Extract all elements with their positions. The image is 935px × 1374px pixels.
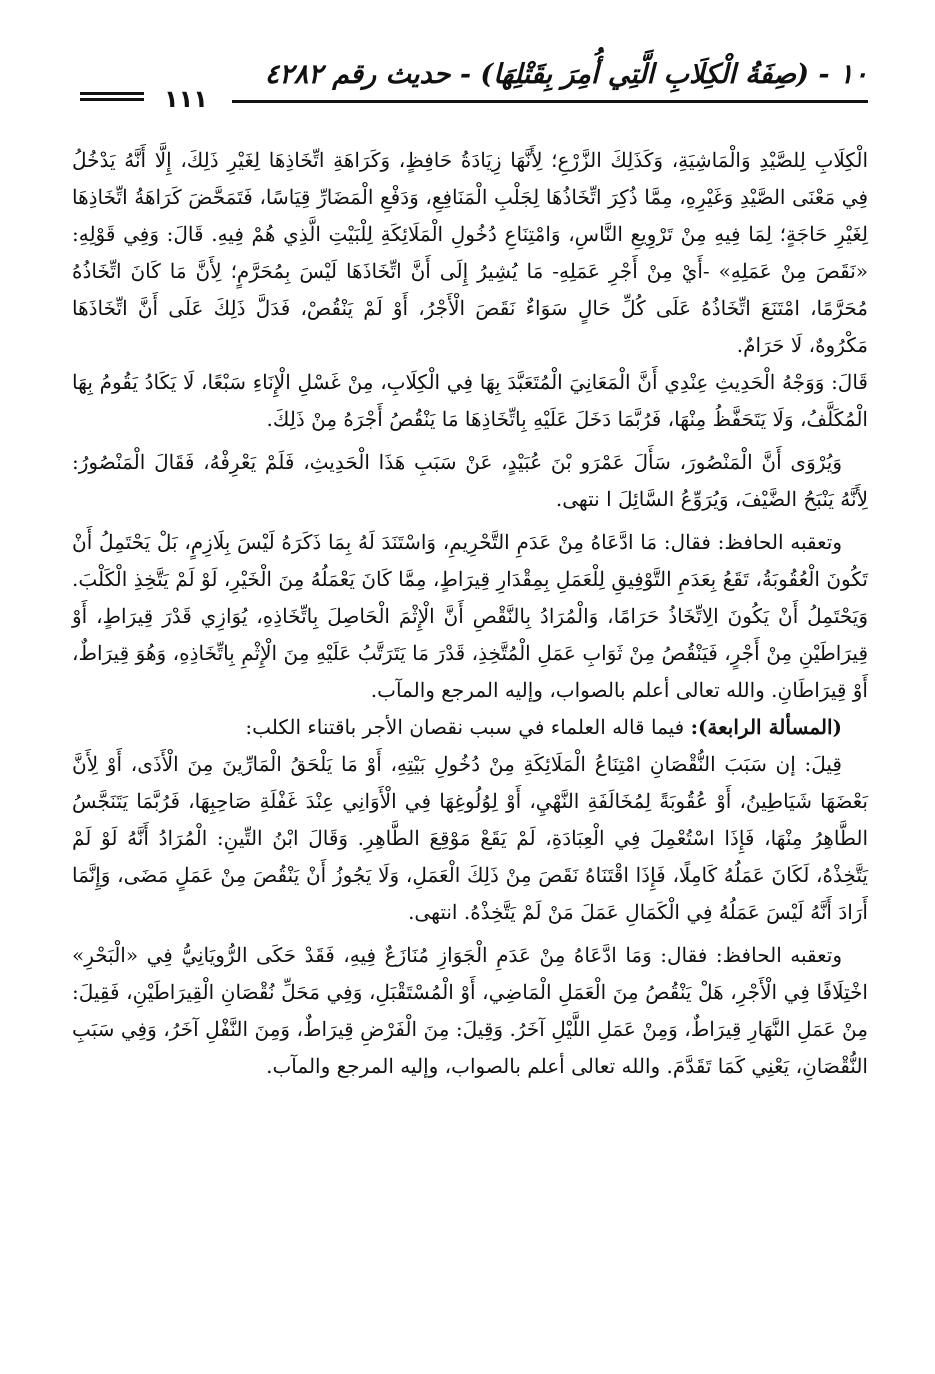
paragraph-2: قَالَ: وَوَجْهُ الْحَدِيثِ عِنْدِي أَنَّ الْمَعَانِيَ الْمُتَعَبَّدَ بِهَا فِي الْكِلَابِ، مِنْ غَسْلِ الْإِنَاءِ سَبْعًا، لَا يَكَادُ يَقُومُ بِهَا الْمُكَلَّفُ، وَلَا يَتَحَفَّظُ مِنْهَا، فَرُبَّمَا دَخَلَ عَلَيْهِ بِاتِّخَاذِهَا مَا يَنْقُصُ أَجْرَهُ مِنْ ذَلِكَ.	[72, 370, 868, 431]
paragraph-7: وتعقبه الحافظ: فقال: وَمَا ادَّعَاهُ مِنْ عَدَمِ الْجَوَازِ مُنَازَعٌ فِيهِ، فَقَدْ حَكَى الرُّويَانِيُّ فِي «الْبَحْرِ» اخْتِلَافًا فِي الْأَجْرِ، هَلْ يَنْقُصُ مِنَ الْعَمَلِ الْمَاضِي، أَوْ الْمُسْتَقْبَلِ، وَفِي مَحَلِّ نُقْصَانِ الْقِيرَاطَيْنِ، فَقِيلَ: مِنْ عَمَلِ النَّهَارِ قِيرَاطٌ، وَمِنْ عَمَلِ اللَّيْلِ آخَرُ. وَقِيلَ: مِنَ الْفَرْضِ قِيرَاطٌ، وَمِنَ النَّفْلِ آخَرُ، وَفِي سَبَبِ النُّقْصَانِ، يَعْنِي كَمَا تَقَدَّمَ. والله تعالى أعلم بالصواب، وإليه المرجع والمآب.	[72, 943, 868, 1078]
paragraph-5	[72, 709, 868, 746]
issue-heading: (المسألة الرابعة):	[690, 715, 842, 739]
page-body	[72, 142, 868, 1085]
page-number: ١١١	[164, 85, 208, 113]
paragraph-1: الْكِلَابِ لِلصَّيْدِ وَالْمَاشِيَةِ، وَكَذَلِكَ الزَّرْعِ؛ لِأَنَّهَا زِيَادَةُ حَافِظٍ، وَكَرَاهَةِ اتِّخَاذِهَا لِغَيْرِ ذَلِكَ، إِلَّا أَنَّهُ يَدْخُلُ فِي مَعْنَى الصَّيْدِ وَغَيْرِهِ، مِمَّا ذُكِرَ اتِّخَاذُهَا لِجَلْبِ الْمَنَافِعِ، وَدَفْعِ الْمَضَارِّ قِيَاسًا، فَتَمَحَّضَ كَرَاهَةُ اتِّخَاذِهَا لِغَيْرِ حَاجَةٍ؛ لِمَا فِيهِ مِنْ تَرْوِيعِ النَّاسِ، وَامْتِنَاعِ دُخُولِ الْمَلَائِكَةِ لِلْبَيْتِ الَّذِي هُمْ فِيهِ. قَالَ: وَفِي قَوْلِهِ: «نَقَصَ مِنْ عَمَلِهِ» -أَيْ مِنْ أَجْرِ عَمَلِهِ- مَا يُشِيرُ إِلَى أَنَّ اتِّخَاذَهَا لَيْسَ بِمُحَرَّمٍ؛ لِأَنَّ مَا كَانَ اتِّخَاذُهُ مُحَرَّمًا، امْتَنَعَ اتِّخَاذُهُ عَلَى كُلِّ حَالٍ سَوَاءٌ نَقَصَ الْأَجْرُ، أَوْ لَمْ يَنْقُصْ، فَدَلَّ ذَلِكَ عَلَى أَنَّ اتِّخَاذَهَا مَكْرُوهٌ، لَا حَرَامٌ.	[72, 148, 868, 357]
page-number-block	[72, 84, 232, 118]
paragraph-6: قِيلَ: إن سَبَبَ النُّقْصَانِ امْتِنَاعُ الْمَلَائِكَةِ مِنْ دُخُولِ بَيْتِهِ، أَوْ مَا يَلْحَقُ الْمَارِّينَ مِنَ الْأَذَى، أَوْ لِأَنَّ بَعْضَهَا شَيَاطِينُ، أَوْ عُقُوبَةً لِمُخَالَفَةِ النَّهْيِ، أَوْ لِوُلُوغِهَا فِي الْأَوَانِي عِنْدَ غَفْلَةِ صَاحِبِهَا، فَرُبَّمَا يَتَنَجَّسُ الطَّاهِرُ مِنْهَا، فَإِذَا اسْتُعْمِلَ فِي الْعِبَادَةِ، لَمْ يَقَعْ مَوْقِعَ الطَّاهِرِ. وَقَالَ ابْنُ التِّينِ: الْمُرَادُ أَنَّهُ لَوْ لَمْ يَتَّخِذْهُ، لَكَانَ عَمَلُهُ كَامِلًا، فَإِذَا اقْتَنَاهُ نَقَصَ مِنْ ذَلِكَ الْعَمَلِ، وَلَا يَجُوزُ أَنْ يَنْقُصَ مِنْ عَمَلٍ مَضَى، وَإِنَّمَا أَرَادَ أَنَّهُ لَيْسَ عَمَلُهُ فِي الْكَمَالِ عَمَلَ مَنْ لَمْ يَتَّخِذْهُ. انتهى.	[72, 752, 868, 924]
paragraph-3: وَيُرْوَى أَنَّ الْمَنْصُورَ، سَأَلَ عَمْرَو بْنَ عُبَيْدٍ، عَنْ سَبَبِ هَذَا الْحَدِيثِ، فَلَمْ يَعْرِفْهُ، فَقَالَ الْمَنْصُورُ: لِأَنَّهُ يَنْبَحُ الضَّيْفَ، وَيُرَوِّعُ السَّائِلَ ا نتهى.	[72, 450, 868, 511]
paragraph-4: وتعقبه الحافظ: فقال: مَا ادَّعَاهُ مِنْ عَدَمِ التَّحْرِيمِ، وَاسْتَنَدَ لَهُ بِمَا ذَكَرَهُ لَيْسَ بِلَازِمٍ، بَلْ يَحْتَمِلُ أَنْ تَكُونَ الْعُقُوبَةُ، تَقَعُ بِعَدَمِ التَّوْفِيقِ لِلْعَمَلِ بِمِقْدَارِ قِيرَاطٍ، مِمَّا كَانَ يَعْمَلُهُ مِنَ الْخَيْرِ، لَوْ لَمْ يَتَّخِذِ الْكَلْبَ. وَيَحْتَمِلُ أَنْ يَكُونَ الِاتِّخَاذُ حَرَامًا، وَالْمُرَادُ بِالنَّقْصِ أَنَّ الْإِثْمَ الْحَاصِلَ بِاتِّخَاذِهِ، يُوَازِي قَدْرَ قِيرَاطٍ، أَوْ قِيرَاطَيْنِ مِنْ أَجْرٍ، فَيَنْقُصُ مِنْ ثَوَابِ عَمَلِ الْمُتَّخِذِ، قَدْرَ مَا يَتَرَتَّبُ عَلَيْهِ مِنَ الْإِثْمِ بِاتِّخَاذِهِ، وَهُوَ قِيرَاطٌ، أَوْ قِيرَاطَانِ. والله تعالى أعلم بالصواب، وإليه المرجع والمآب.	[72, 530, 868, 702]
running-header	[72, 58, 868, 113]
chapter-title: ١٠ - (صِفَةُ الْكِلَابِ الَّتِي أُمِرَ بِقَتْلِهَا) - حديث رقم ٤٢٨٢	[264, 59, 868, 90]
issue-heading-text: فيما قاله العلماء في سبب نقصان الأجر باقتناء الكلب:	[245, 715, 691, 739]
page-double-rule	[80, 92, 144, 101]
